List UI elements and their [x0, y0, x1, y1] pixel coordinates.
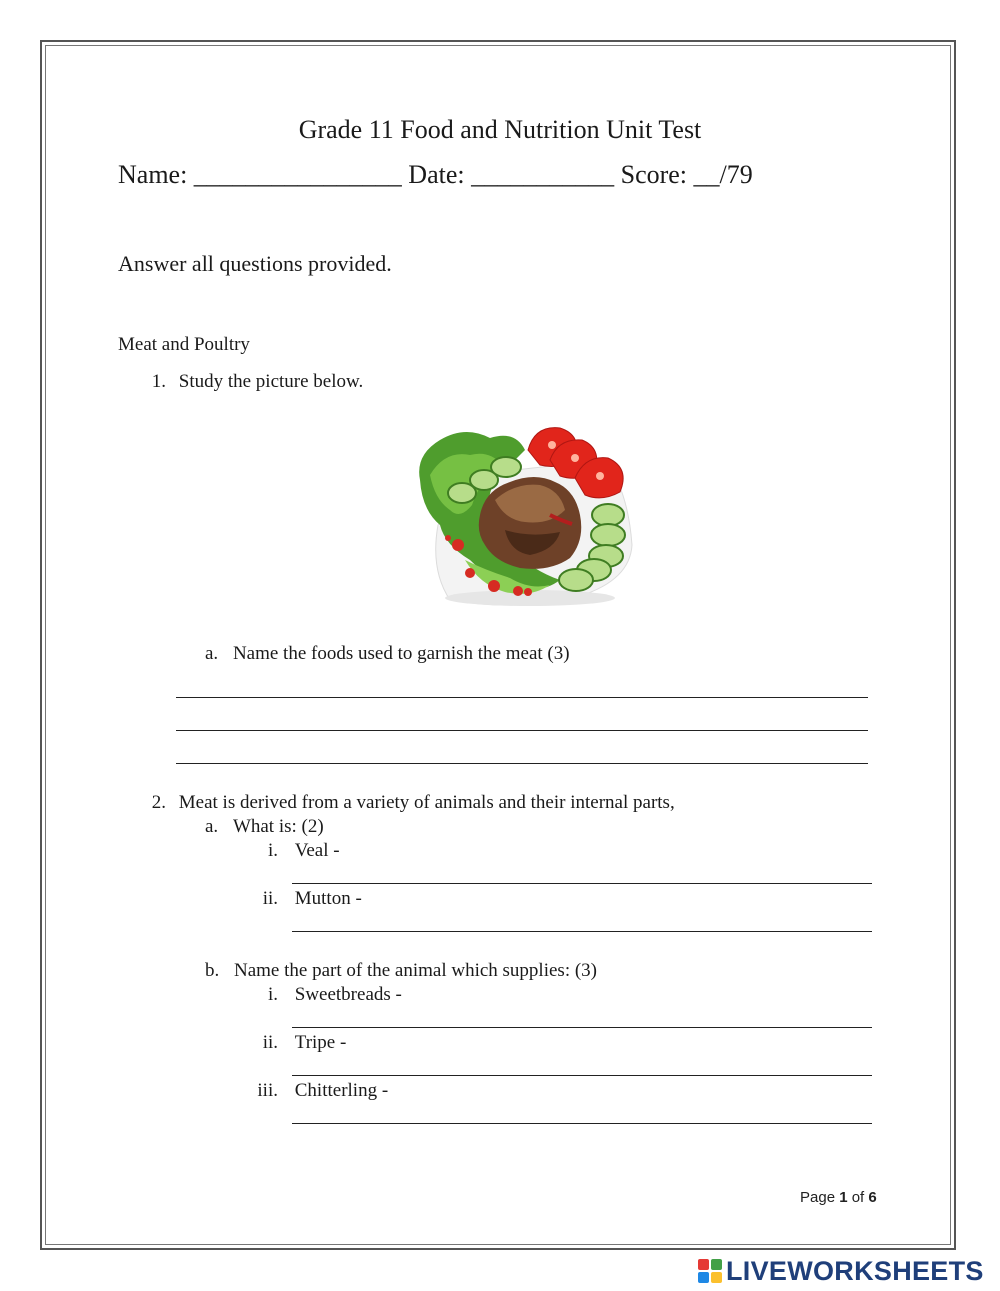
item-numeral: i. — [267, 984, 278, 1005]
question-number: 1. — [151, 371, 166, 392]
item-text: Mutton - — [294, 888, 362, 909]
liveworksheets-logo-icon — [698, 1259, 722, 1283]
item-numeral: ii. — [262, 888, 278, 909]
page-number — [800, 1189, 877, 1206]
answer-line-chitterling[interactable] — [292, 1123, 872, 1124]
section-heading: Meat and Poultry — [118, 334, 250, 355]
question-1 — [146, 371, 363, 393]
answer-line-1a-3[interactable] — [176, 763, 868, 764]
question-text: Study the picture below. — [178, 371, 364, 392]
item-text: Tripe - — [294, 1032, 347, 1053]
question-2a-ii — [248, 888, 362, 910]
page-title: Grade 11 Food and Nutrition Unit Test — [298, 115, 702, 144]
food-photo — [410, 420, 635, 610]
answer-line-1a-1[interactable] — [176, 697, 868, 698]
answer-line-mutton[interactable] — [292, 931, 872, 932]
subquestion-text: Name the foods used to garnish the meat (3) — [232, 643, 570, 664]
question-2b-iii — [248, 1080, 388, 1102]
question-1a — [205, 643, 570, 665]
answer-line-tripe[interactable] — [292, 1075, 872, 1076]
question-number: 2. — [151, 792, 166, 813]
brand-name: LIVEWORKSHEETS — [726, 1255, 984, 1286]
item-numeral: ii. — [262, 1032, 278, 1053]
subquestion-letter: a. — [205, 816, 219, 837]
item-text: Chitterling - — [294, 1080, 389, 1101]
subquestion-letter: b. — [205, 960, 220, 981]
page-current: 1 — [839, 1189, 848, 1206]
page-of: of — [847, 1189, 869, 1206]
item-text: Veal - — [294, 840, 340, 861]
answer-line-1a-2[interactable] — [176, 730, 868, 731]
liveworksheets-branding — [698, 1256, 984, 1286]
question-2b-i — [248, 984, 402, 1006]
page-total: 6 — [868, 1189, 877, 1206]
item-numeral: i. — [267, 840, 278, 861]
subquestion-text: Name the part of the animal which supplies: (3) — [234, 960, 598, 981]
page-prefix: Page — [800, 1189, 840, 1206]
question-2b-ii — [248, 1032, 346, 1054]
item-numeral: iii. — [257, 1080, 278, 1101]
answer-line-sweetbreads[interactable] — [292, 1027, 872, 1028]
subquestion-text: What is: (2) — [232, 816, 324, 837]
question-2 — [146, 792, 675, 814]
item-text: Sweetbreads - — [294, 984, 402, 1005]
question-2a — [205, 816, 324, 838]
answer-line-veal[interactable] — [292, 883, 872, 884]
question-text: Meat is derived from a variety of animals and their internal parts, — [178, 792, 675, 813]
subquestion-letter: a. — [205, 643, 219, 664]
question-2b — [205, 960, 597, 982]
question-2a-i — [248, 840, 340, 862]
name-date-score-line: Name: ________________ Date: ___________ Score: __/79 — [118, 160, 753, 189]
instructions: Answer all questions provided. — [118, 251, 392, 276]
